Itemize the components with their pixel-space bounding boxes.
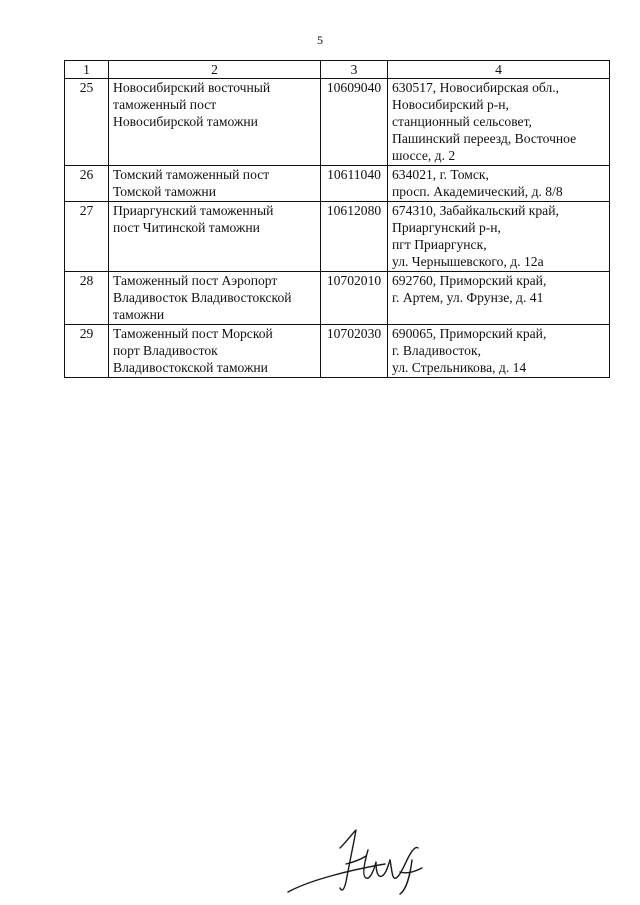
table-row — [65, 79, 610, 166]
customs-post-name — [109, 79, 321, 166]
row-number: 25 — [65, 79, 109, 166]
customs-post-code: 10609040 — [321, 79, 388, 166]
customs-post-address-line: 630517, Новосибирская обл., — [392, 80, 560, 95]
customs-post-name-line: Новосибирский восточный — [113, 80, 271, 95]
customs-post-code: 10702010 — [321, 272, 388, 325]
row-number: 29 — [65, 325, 109, 378]
column-header-2: 2 — [109, 61, 321, 79]
customs-post-name — [109, 325, 321, 378]
column-header-1: 1 — [65, 61, 109, 79]
customs-post-code: 10611040 — [321, 166, 388, 202]
customs-post-code: 10702030 — [321, 325, 388, 378]
customs-post-address-line: 690065, Приморский край, — [392, 326, 547, 341]
customs-post-address — [388, 79, 610, 166]
customs-post-code: 10612080 — [321, 202, 388, 272]
customs-post-address-line: 692760, Приморский край, — [392, 273, 547, 288]
customs-post-name-line: таможни — [113, 307, 165, 322]
customs-post-name-line: таможенный пост — [113, 97, 217, 112]
customs-post-name — [109, 202, 321, 272]
table-header-row — [65, 61, 610, 79]
customs-post-address-line: Новосибирский р-н, — [392, 97, 509, 112]
column-header-3: 3 — [321, 61, 388, 79]
customs-post-address — [388, 272, 610, 325]
customs-post-address-line: Приаргунский р-н, — [392, 220, 501, 235]
customs-post-name-line: Таможенный пост Морской — [113, 326, 273, 341]
customs-post-name — [109, 166, 321, 202]
customs-post-address-line: ул. Чернышевского, д. 12а — [392, 254, 544, 269]
customs-posts-table — [64, 60, 610, 378]
customs-post-address — [388, 202, 610, 272]
customs-post-name-line: Приаргунский таможенный — [113, 203, 274, 218]
customs-post-name-line: Владивостокской таможни — [113, 360, 268, 375]
table-body — [65, 79, 610, 378]
customs-post-name-line: порт Владивосток — [113, 343, 218, 358]
customs-post-name-line: Владивосток Владивостокской — [113, 290, 292, 305]
customs-post-address-line: станционный сельсовет, — [392, 114, 532, 129]
customs-post-address-line: просп. Академический, д. 8/8 — [392, 184, 563, 199]
customs-post-address-line: Пашинский переезд, Восточное — [392, 131, 577, 146]
customs-post-address — [388, 325, 610, 378]
customs-post-address-line: шоссе, д. 2 — [392, 148, 456, 163]
customs-post-address — [388, 166, 610, 202]
table-row — [65, 272, 610, 325]
table-row — [65, 325, 610, 378]
customs-post-address-line: г. Владивосток, — [392, 343, 481, 358]
column-header-4: 4 — [388, 61, 610, 79]
row-number: 26 — [65, 166, 109, 202]
customs-post-address-line: 634021, г. Томск, — [392, 167, 489, 182]
customs-post-address-line: 674310, Забайкальский край, — [392, 203, 559, 218]
customs-post-address-line: ул. Стрельникова, д. 14 — [392, 360, 527, 375]
page-number: 5 — [317, 33, 323, 47]
customs-post-name-line: Новосибирской таможни — [113, 114, 258, 129]
table-row — [65, 166, 610, 202]
customs-post-name-line: Томской таможни — [113, 184, 216, 199]
customs-post-name — [109, 272, 321, 325]
customs-post-address-line: пгт Приаргунск, — [392, 237, 487, 252]
row-number: 27 — [65, 202, 109, 272]
handwritten-signature — [280, 820, 440, 900]
customs-post-name-line: Томский таможенный пост — [113, 167, 270, 182]
customs-post-name-line: пост Читинской таможни — [113, 220, 260, 235]
table-row — [65, 202, 610, 272]
row-number: 28 — [65, 272, 109, 325]
customs-post-address-line: г. Артем, ул. Фрунзе, д. 41 — [392, 290, 544, 305]
customs-post-name-line: Таможенный пост Аэропорт — [113, 273, 278, 288]
